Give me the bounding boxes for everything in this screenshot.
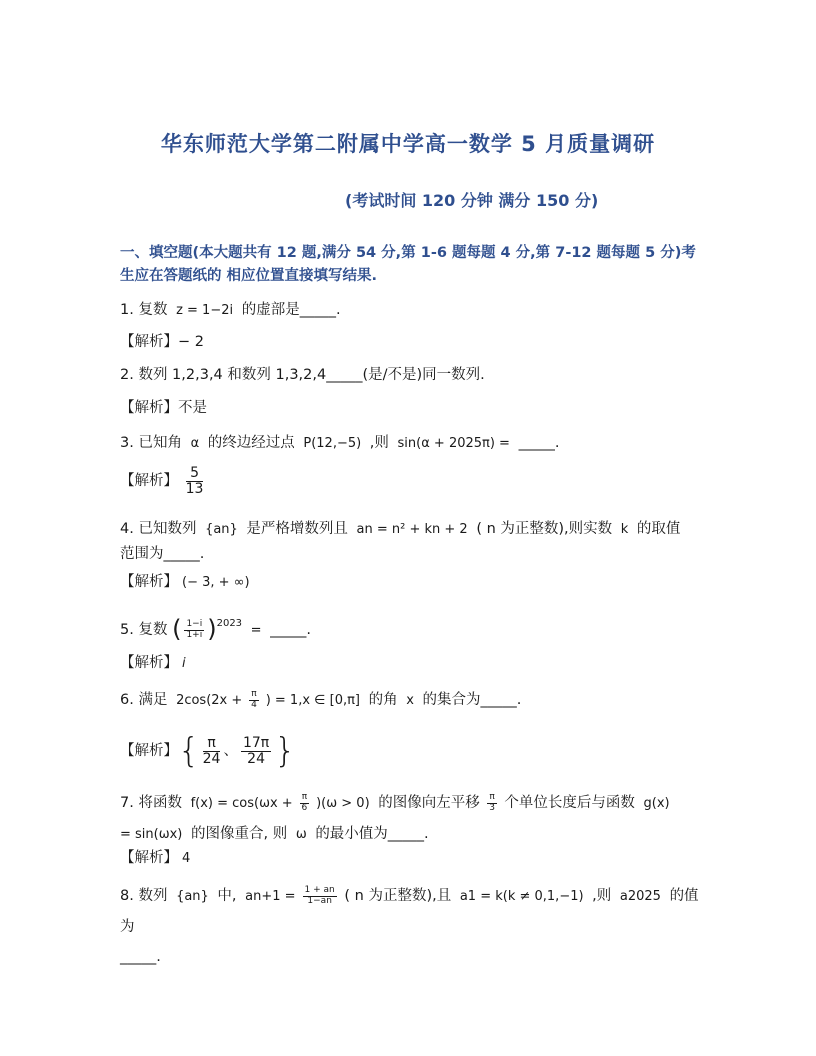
q7-fraction-1: $\frac{\pi}{6}$	[301, 792, 308, 813]
question-6: 6. 满足 2cos(2x + $\frac{\pi}{4}$ ) = 1,x ∈ [0,π] 的角 x 的集合为_____.	[120, 689, 522, 710]
answer-6-fraction-2: $\frac{17\pi}{24}$	[242, 735, 270, 767]
q5-fraction: $\frac{1-i}{1+i}$	[186, 619, 203, 640]
question-2: 2. 数列 1,2,3,4 和数列 1,3,2,4_____(是/不是)同一数列.	[120, 367, 485, 383]
answer-4: 【解析】 (− 3, + ∞)	[120, 574, 250, 590]
question-5: 5. 复数 ( $\frac{1-i}{1+i}$ )$^{2023}$ = _____.	[120, 615, 312, 643]
question-4: 4. 已知数列 {an} 是严格增数列且 an = n² + kn + 2 ( n 为正整数),则实数 k 的取值 范围为_____.	[120, 521, 681, 562]
question-3: 3. 已知角 α 的终边经过点 P(12,−5) ,则 sin(α + 2025π) = _____.	[120, 435, 560, 451]
section-heading: 一、填空题(本大题共有 12 题,满分 54 分,第 1-6 题每题 4 分,第 7-12 题每题 5 分)考生应在答题纸的 相应位置直接填写结果.	[120, 245, 696, 284]
document-title: 华东师范大学第二附属中学高一数学 5 月质量调研	[160, 132, 656, 156]
answer-3-fraction: $\frac{5}{13}$	[185, 465, 204, 497]
answer-6: 【解析】{ $\frac{\pi}{24}$ 、 $\frac{17\pi}{24}$ }	[120, 731, 296, 772]
answer-5: 【解析】 i	[120, 655, 186, 671]
q8-fraction: $\frac{1 + an}{1-an}$	[304, 885, 335, 906]
answer-7: 【解析】 4	[120, 850, 191, 866]
exam-info: (考试时间 120 分钟 满分 150 分)	[345, 191, 599, 210]
answer-2: 【解析】不是	[120, 400, 207, 416]
answer-6-fraction-1: $\frac{\pi}{24}$	[202, 735, 221, 767]
q6-fraction: $\frac{\pi}{4}$	[251, 689, 257, 710]
question-1: 1. 复数 z = 1−2i 的虚部是_____.	[120, 302, 341, 318]
question-8: 8. 数列 {an} 中, an+1 = $\frac{1 + an}{1-an}$ ( n 为正整数),且 a1 = k(k ≠ 0,1,−1) ,则 a2025 的值为 _____.	[120, 885, 699, 965]
answer-3: 【解析】 $\frac{5}{13}$	[120, 465, 204, 497]
question-7: 7. 将函数 f(x) = cos(ωx + $\frac{\pi}{6}$ )(ω > 0) 的图像向左平移 $\frac{\pi}{3}$ 个单位长度后与函数 g(x) = sin(ωx) 的图像重合, 则 ω 的最小值为_____.	[120, 792, 670, 842]
q7-fraction-2: $\frac{\pi}{3}$	[489, 792, 495, 813]
answer-1: 【解析】− 2	[120, 334, 204, 350]
